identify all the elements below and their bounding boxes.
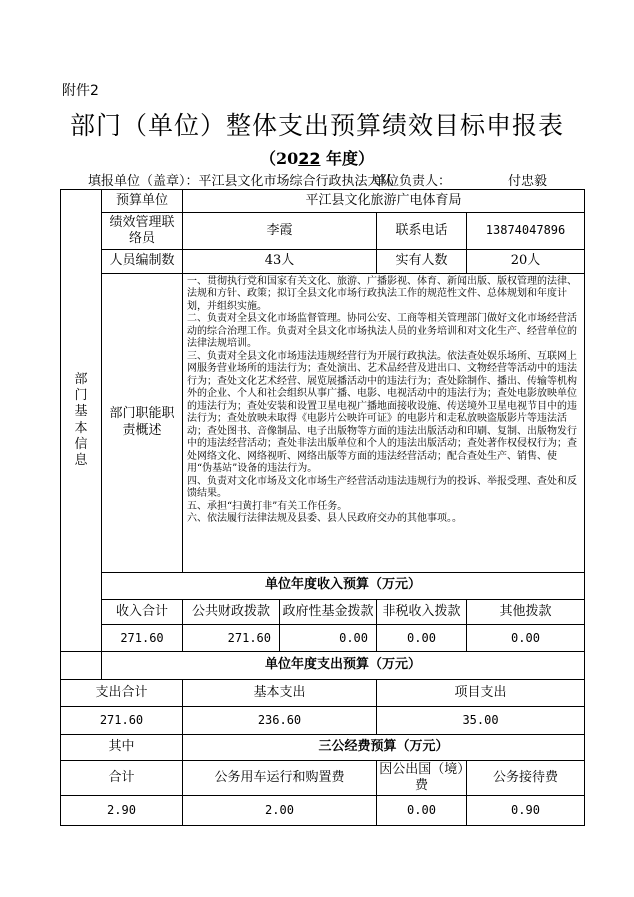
year-open: （20: [259, 149, 299, 168]
phone-value: 13874047896: [467, 212, 585, 249]
actual-value: 20人: [467, 249, 585, 273]
expense-header: 支出合计: [61, 679, 183, 706]
three-public-header: 合计: [61, 761, 183, 796]
staff-value: 43人: [183, 249, 377, 273]
three-public-header: 公务接待费: [467, 761, 585, 796]
contact-label: 绩效管理联络员: [102, 212, 183, 249]
staff-label: 人员编制数: [102, 249, 183, 273]
responsible-label: 单位负责人：: [373, 174, 452, 189]
expense-value: 271.60: [61, 706, 183, 734]
income-header: 其他拨款: [467, 599, 585, 625]
duty-label: 部门职能职责概述: [102, 273, 183, 572]
fill-unit-label: 填报单位（盖章）：: [88, 174, 199, 189]
blank-cell: [61, 652, 102, 680]
expense-value: 35.00: [377, 706, 585, 734]
income-header: 公共财政拨款: [183, 599, 280, 625]
three-public-header: 公务用车运行和购置费: [183, 761, 377, 796]
page-title: 部门（单位）整体支出预算绩效目标申报表: [69, 111, 564, 140]
budget-unit-label: 预算单位: [102, 190, 183, 213]
duty-item: 二、负责对全县文化市场监督管理。协同公安、工商等相关管理部门做好文化市场经营活动的综合治理工作。负责对全县文化市场执法人员的业务培训和对文化生产、经营单位的法律法规培训。: [187, 313, 577, 350]
income-value: 271.60: [102, 625, 183, 652]
attachment-label: 附件2: [62, 83, 99, 99]
three-public-value: 0.00: [377, 795, 467, 825]
expense-header: 项目支出: [377, 679, 585, 706]
fill-unit-value: 平江县文化市场综合行政执法大队: [198, 174, 394, 189]
income-header: 政府性基金拨款: [280, 599, 377, 625]
duty-description: [183, 273, 585, 572]
income-header: 收入合计: [102, 599, 183, 625]
income-value: 0.00: [377, 625, 467, 652]
year-line: [0, 146, 634, 169]
income-section-title: 单位年度收入预算（万元）: [102, 572, 585, 599]
contact-value: 李霞: [183, 212, 377, 249]
duty-item: 六、依法履行法律法规及县委、县人民政府交办的其他事项。。: [187, 513, 462, 525]
fill-info-line: [88, 170, 548, 189]
year-suffix: 年度）: [320, 149, 375, 168]
phone-label: 联系电话: [377, 212, 467, 249]
duty-item: 三、负责对全县文化市场违法违规经营行为开展行政执法。依法查处娱乐场所、互联网上网服务营业场所的违法行为；查处演出、艺术品经营及进出口、文物经营等活动中的违法行为；查处文化艺术经营、展览展播活动中的违法行为；查处除制作、播出、传输等机构外的企业、个人和社会组织从事广播、电影、电视活动中的违法行为；查处电影放映单位的违法行为；查处安装和设置卫星电视广播地面接收设施、传送境外卫星电视节目中的违法行为；查处放映未取得《电影片公映许可证》的电影片和走私放映盗版影片等违法活动；查处图书、音像制品、电子出版物等方面的违法出版活动和印刷、复制、出版物发行中的违法经营活动；查处非法出版单位和个人的违法出版活动；查处著作权侵权行为；查处网络文化、网络视听、网络出版等方面的违法经营活动；配合查处生产、销售、使用“伪基站”设备的违法行为。: [187, 350, 577, 475]
budget-unit-value: 平江县文化旅游广电体育局: [183, 190, 585, 213]
income-value: 0.00: [280, 625, 377, 652]
side-label-basic-info: 部 门 基 本 信 息: [61, 190, 102, 652]
expense-section-title: 单位年度支出预算（万元）: [102, 652, 585, 680]
three-public-header: 因公出国（境）费: [377, 761, 467, 796]
three-public-value: 2.90: [61, 795, 183, 825]
three-public-value: 0.90: [467, 795, 585, 825]
duty-item: 五、承担“扫黄打非”有关工作任务。: [187, 500, 348, 512]
actual-label: 实有人数: [377, 249, 467, 273]
income-value: 0.00: [467, 625, 585, 652]
year-digits: 22: [298, 149, 321, 168]
income-header: 非税收入拨款: [377, 599, 467, 625]
duty-item: 一、贯彻执行党和国家有关文化、旅游、广播影视、体育、新闻出版、版权管理的法律、法规和方针、政策；拟订全县文化市场行政执法工作的规范性文件、总体规划和年度计划，并组织实施。: [187, 275, 577, 312]
expense-header: 基本支出: [183, 679, 377, 706]
duty-item: 四、负责对文化市场及文化市场生产经营活动违法违规行为的投诉、举报受理、查处和反馈结果。: [187, 475, 577, 500]
responsible-value: 付忠毅: [508, 174, 548, 189]
three-public-section-title: 三公经费预算（万元）: [183, 734, 585, 761]
three-public-value: 2.00: [183, 795, 377, 825]
income-value: 271.60: [183, 625, 280, 652]
budget-form-table: [60, 189, 585, 826]
expense-value: 236.60: [183, 706, 377, 734]
among-label: 其中: [61, 734, 183, 761]
